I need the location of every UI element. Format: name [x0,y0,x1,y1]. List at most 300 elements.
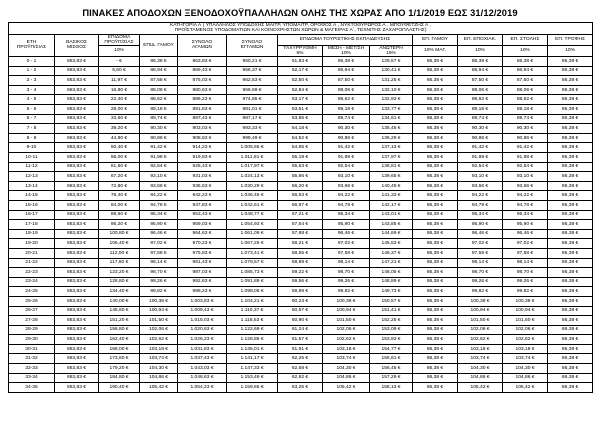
cell-years: 29-30 [9,335,55,345]
cell-total-single: 903,03 € [178,124,227,134]
cell-marriage-10: 86,38 € [413,85,458,95]
cell-marriage-10: 86,38 € [413,153,458,163]
cell-seasonal: 103,18 € [458,344,503,354]
cell-basic-salary: 863,83 € [55,95,99,105]
cell-uniform: 89,74 € [503,114,548,124]
table-row [9,114,593,124]
cell-tourism-fast: 62,92 € [278,373,323,383]
cell-tourism-high: 137,13 € [370,143,413,153]
cell-tourism-mid: 92,54 € [323,162,370,172]
cell-tourism-mid: 93,10 € [323,172,370,182]
cell-marriage: 97,02 € [140,239,178,249]
cell-marriage: 91,42 € [140,143,178,153]
cell-total-married: 981,01 € [227,105,278,115]
table-row [9,57,593,67]
cell-total-married: 1.085,73 € [227,268,278,278]
cell-food: 86,38 € [548,172,593,182]
table-row [9,268,593,278]
cell-tourism-high: 144,69 € [370,229,413,239]
cell-experience: 184,80 € [99,373,140,383]
cell-tourism-mid: 104,86 € [323,373,370,383]
header-basic-line1: ΒΑΣΙΚΟΣ [66,40,87,46]
cell-marriage: 88,62 € [140,95,178,105]
cell-tourism-mid: 91,42 € [323,143,370,153]
cell-tourism-mid: 86,94 € [323,66,370,76]
cell-tourism-mid: 90,30 € [323,124,370,134]
header-marriage10-label: ΕΠ. ΓΑΜΟΥ [422,37,448,43]
table-row [9,229,593,239]
cell-total-married: 999,49 € [227,133,278,143]
cell-experience: 106,40 € [99,239,140,249]
table-row [9,325,593,335]
cell-total-married: 1.067,25 € [227,239,278,249]
cell-food: 86,38 € [548,85,593,95]
cell-marriage: 100,38 € [140,296,178,306]
cell-total-single: 1.009,43 € [178,306,227,316]
cell-uniform: 98,14 € [503,258,548,268]
cell-marriage-10: 86,38 € [413,66,458,76]
header-tourism-high-label: ΑΝΩΤΕΡΗ [379,45,403,51]
cell-seasonal: 93,10 € [458,172,503,182]
cell-tourism-high: 136,29 € [370,133,413,143]
cell-uniform: 87,50 € [503,76,548,86]
cell-total-single: 981,43 € [178,258,227,268]
cell-seasonal: 95,34 € [458,210,503,220]
cell-tourism-mid: 100,94 € [323,306,370,316]
header-marriage10-pct: 10% ΜΑΓ. [413,45,458,56]
cell-marriage: 94,22 € [140,191,178,201]
cell-marriage-10: 86,38 € [413,124,458,134]
cell-food: 86,38 € [548,229,593,239]
cell-tourism-high: 137,97 € [370,153,413,163]
cell-experience: 117,60 € [99,258,140,268]
cell-years: 16-17 [9,210,55,220]
cell-marriage-10: 86,38 € [413,143,458,153]
cell-years: 31-32 [9,354,55,364]
cell-tourism-mid: 102,06 € [323,325,370,335]
table-row [9,239,593,249]
table-row [9,191,593,201]
header-tourism-mid [323,45,370,56]
table-row [9,95,593,105]
cell-marriage: 104,30 € [140,364,178,374]
cell-marriage-10: 86,38 € [413,239,458,249]
cell-total-married: 974,85 € [227,95,278,105]
cell-uniform: 90,30 € [503,124,548,134]
cell-basic-salary: 863,83 € [55,229,99,239]
header-total-married [227,34,278,57]
cell-uniform: 97,02 € [503,239,548,249]
cell-basic-salary: 863,83 € [55,133,99,143]
cell-marriage-10: 86,38 € [413,162,458,172]
cell-years: 8 - 9 [9,133,55,143]
cell-total-married: 1.098,05 € [227,287,278,297]
cell-seasonal: 96,46 € [458,229,503,239]
header-total-married-line1: ΣΥΝΟΛΟ [241,40,263,46]
cell-tourism-high: 143,85 € [370,220,413,230]
cell-tourism-high: 148,05 € [370,268,413,278]
cell-basic-salary: 863,83 € [55,354,99,364]
cell-uniform: 88,06 € [503,85,548,95]
cell-uniform: 101,50 € [503,316,548,326]
cell-marriage-10: 86,38 € [413,287,458,297]
cell-uniform: 90,86 € [503,133,548,143]
cell-tourism-mid: 88,62 € [323,95,370,105]
cell-food: 86,38 € [548,95,593,105]
cell-years: 32-33 [9,364,55,374]
header-total-single-line1: ΣΥΝΟΛΟ [191,40,213,46]
cell-experience: 78,40 € [99,191,140,201]
header-food [548,34,593,45]
cell-total-single: 987,03 € [178,268,227,278]
cell-total-married: 950,21 € [227,57,278,67]
cell-uniform: 94,22 € [503,191,548,201]
cell-basic-salary: 863,83 € [55,335,99,345]
cell-tourism-fast: 60,57 € [278,306,323,316]
cell-marriage-10: 86,38 € [413,210,458,220]
cell-total-married: 1.141,17 € [227,354,278,364]
cell-tourism-high: 149,73 € [370,287,413,297]
header-exp-line2: ΠΡΟΫΠ/ΣΙΑΣ [104,39,134,45]
cell-total-single: 964,63 € [178,229,227,239]
cell-total-married: 993,33 € [227,124,278,134]
cell-tourism-mid: 97,58 € [323,248,370,258]
cell-experience: 100,80 € [99,229,140,239]
cell-total-single: 875,03 € [178,76,227,86]
cell-seasonal: 99,82 € [458,287,503,297]
cell-total-single: 1.015,03 € [178,316,227,326]
cell-marriage: 96,46 € [140,229,178,239]
cell-tourism-mid: 99,26 € [323,277,370,287]
cell-basic-salary: 863,83 € [55,124,99,134]
header-tourism-high [370,45,413,56]
cell-tourism-mid: 88,06 € [323,85,370,95]
cell-experience: 44,80 € [99,133,140,143]
cell-basic-salary: 863,83 € [55,220,99,230]
cell-years: 20-21 [9,248,55,258]
cell-marriage-10: 86,38 € [413,306,458,316]
cell-seasonal: 103,74 € [458,354,503,364]
cell-total-married: 962,53 € [227,76,278,86]
cell-experience: 89,60 € [99,210,140,220]
cell-marriage-10: 86,38 € [413,172,458,182]
cell-tourism-high: 145,53 € [370,239,413,249]
cell-food: 86,38 € [548,316,593,326]
header-tourism-education [278,34,413,45]
header-row-main [9,34,593,45]
cell-tourism-mid: 97,02 € [323,239,370,249]
cell-total-single: 863,83 € [178,57,227,67]
cell-marriage: 86,94 € [140,66,178,76]
cell-tourism-mid: 89,18 € [323,105,370,115]
cell-experience: 151,20 € [99,316,140,326]
table-row [9,373,593,383]
header-tourism-label: ΕΠΙΔΟΜΑ ΤΟΥΡΙΣΤΙΚΗΣ ΕΚΠΑΙΔΕΥΣΗΣ [299,37,391,43]
cell-total-single: 925,43 € [178,162,227,172]
cell-tourism-mid: 94,22 € [323,191,370,201]
cell-tourism-high: 158,13 € [370,383,413,393]
table-row [9,248,593,258]
cell-seasonal: 92,54 € [458,162,503,172]
cell-tourism-mid: 102,62 € [323,335,370,345]
header-exp-line1: ΕΠΙΔΟΜΑ [107,34,131,40]
header-basic-salary [55,34,99,57]
cell-uniform: 91,42 € [503,143,548,153]
cell-marriage-10: 86,38 € [413,268,458,278]
cell-food: 86,38 € [548,239,593,249]
cell-seasonal: 94,78 € [458,200,503,210]
table-row [9,172,593,182]
header-years [9,34,55,57]
cell-basic-salary: 863,83 € [55,172,99,182]
table-row [9,383,593,393]
cell-years: 28-29 [9,325,55,335]
cell-tourism-high: 150,57 € [370,296,413,306]
cell-tourism-fast: 54,85 € [278,143,323,153]
table-row [9,162,593,172]
cell-total-married: 1.017,97 € [227,162,278,172]
cell-basic-salary: 863,83 € [55,287,99,297]
cell-tourism-fast: 59,22 € [278,268,323,278]
table-row [9,153,593,163]
cell-total-single: 897,43 € [178,114,227,124]
cell-seasonal: 91,98 € [458,153,503,163]
cell-years: 33-34 [9,373,55,383]
cell-tourism-high: 155,61 € [370,354,413,364]
cell-experience: 128,80 € [99,277,140,287]
cell-basic-salary: 863,83 € [55,105,99,115]
cell-tourism-fast: 52,50 € [278,76,323,86]
cell-total-married: 1.104,21 € [227,296,278,306]
cell-tourism-fast: 55,86 € [278,172,323,182]
cell-total-single: 869,43 € [178,66,227,76]
header-exp-pct: 10% [99,45,140,56]
cell-seasonal: 98,14 € [458,258,503,268]
cell-food: 86,38 € [548,287,593,297]
cell-basic-salary: 863,83 € [55,268,99,278]
cell-tourism-mid: 91,98 € [323,153,370,163]
header-years-line2: ΠΡΟΫΠ/ΣΙΑΣ [16,45,47,51]
header-basic-line2: ΜΙΣΘΟΣ [66,45,87,51]
cell-marriage: 94,78 € [140,200,178,210]
cell-tourism-high: 140,49 € [370,181,413,191]
cell-experience: 156,80 € [99,325,140,335]
cell-basic-salary: 863,83 € [55,191,99,201]
cell-total-married: 1.159,65 € [227,383,278,393]
cell-tourism-high: 157,29 € [370,373,413,383]
cell-total-single: 970,23 € [178,239,227,249]
cell-food: 86,38 € [548,57,593,67]
cell-marriage-10: 86,38 € [413,76,458,86]
cell-marriage: 105,42 € [140,383,178,393]
cell-tourism-fast: 58,21 € [278,239,323,249]
cell-tourism-fast: 55,19 € [278,153,323,163]
cell-tourism-mid: 90,86 € [323,133,370,143]
cell-basic-salary: 863,83 € [55,258,99,268]
cell-tourism-fast: 62,58 € [278,364,323,374]
cell-basic-salary: 863,83 € [55,383,99,393]
cell-uniform: 94,78 € [503,200,548,210]
cell-seasonal: 87,50 € [458,76,503,86]
cell-uniform: 96,46 € [503,229,548,239]
cell-years: 22-23 [9,268,55,278]
table-row [9,85,593,95]
cell-tourism-fast: 57,88 € [278,229,323,239]
cell-total-married: 1.036,45 € [227,191,278,201]
cell-food: 86,38 € [548,364,593,374]
header-marriage-allowance [140,34,178,57]
cell-uniform: 102,06 € [503,325,548,335]
cell-tourism-high: 152,25 € [370,316,413,326]
cell-seasonal: 94,22 € [458,191,503,201]
cell-seasonal: 97,58 € [458,248,503,258]
table-row [9,105,593,115]
cell-tourism-mid: 87,50 € [323,76,370,86]
cell-tourism-mid: 86,38 € [323,57,370,67]
cell-total-married: 956,37 € [227,66,278,76]
cell-marriage-10: 86,38 € [413,277,458,287]
cell-seasonal: 101,50 € [458,316,503,326]
header-uniform-label: ΕΠ. ΣΤΟΛΗΣ [510,37,540,43]
cell-tourism-high: 139,65 € [370,172,413,182]
cell-basic-salary: 863,83 € [55,181,99,191]
cell-tourism-fast: 61,24 € [278,325,323,335]
cell-total-married: 1.079,57 € [227,258,278,268]
cell-marriage-10: 86,38 € [413,364,458,374]
cell-tourism-fast: 58,55 € [278,248,323,258]
cell-food: 86,38 € [548,335,593,345]
cell-total-married: 1.091,89 € [227,277,278,287]
cell-tourism-mid: 103,74 € [323,354,370,364]
cell-uniform: 99,26 € [503,277,548,287]
category-row [9,23,593,34]
cell-basic-salary: 863,83 € [55,143,99,153]
cell-basic-salary: 863,83 € [55,85,99,95]
cell-total-single: 992,63 € [178,277,227,287]
cell-food: 86,38 € [548,268,593,278]
cell-basic-salary: 863,83 € [55,57,99,67]
cell-years: 17-18 [9,220,55,230]
cell-tourism-fast: 58,89 € [278,258,323,268]
cell-food: 86,38 € [548,162,593,172]
cell-tourism-fast: 52,17 € [278,66,323,76]
cell-years: 34-35 [9,383,55,393]
cell-experience: - € [99,57,140,67]
cell-seasonal: 100,38 € [458,296,503,306]
cell-years: 12-13 [9,172,55,182]
cell-total-single: 942,23 € [178,191,227,201]
cell-food: 86,38 € [548,105,593,115]
cell-marriage-10: 86,38 € [413,296,458,306]
cell-tourism-mid: 94,78 € [323,200,370,210]
cell-seasonal: 102,62 € [458,335,503,345]
cell-total-single: 998,23 € [178,287,227,297]
cell-years: 7 - 8 [9,124,55,134]
cell-marriage: 102,06 € [140,325,178,335]
cell-experience: 162,40 € [99,335,140,345]
cell-uniform: 105,42 € [503,383,548,393]
table-row [9,316,593,326]
cell-total-single: 891,83 € [178,105,227,115]
cell-years: 15-16 [9,200,55,210]
cell-basic-salary: 863,83 € [55,153,99,163]
cell-tourism-high: 143,01 € [370,210,413,220]
cell-uniform: 86,94 € [503,66,548,76]
table-row [9,344,593,354]
cell-tourism-high: 154,77 € [370,344,413,354]
cell-years: 2 - 3 [9,76,55,86]
cell-years: 1 - 2 [9,66,55,76]
cell-years: 10-11 [9,153,55,163]
cell-total-married: 1.147,33 € [227,364,278,374]
cell-marriage-10: 86,38 € [413,258,458,268]
cell-years: 5 - 6 [9,105,55,115]
cell-total-single: 1.026,23 € [178,335,227,345]
header-tourism-mid-label: ΜΕΣΗ - ΜΕΤ/ΣΗ [327,45,365,51]
cell-years: 18-19 [9,229,55,239]
table-row [9,306,593,316]
cell-marriage: 90,30 € [140,124,178,134]
cell-total-single: 936,63 € [178,181,227,191]
cell-food: 86,38 € [548,191,593,201]
cell-total-single: 886,23 € [178,95,227,105]
cell-tourism-high: 153,09 € [370,325,413,335]
cell-food: 86,38 € [548,296,593,306]
cell-experience: 61,60 € [99,162,140,172]
cell-tourism-high: 135,45 € [370,124,413,134]
cell-uniform: 99,82 € [503,287,548,297]
cell-tourism-mid: 103,18 € [323,344,370,354]
cell-marriage-10: 86,38 € [413,191,458,201]
cell-food: 86,38 € [548,114,593,124]
cell-marriage: 91,98 € [140,153,178,163]
cell-tourism-high: 133,77 € [370,105,413,115]
cell-years: 13-14 [9,181,55,191]
cell-tourism-high: 132,10 € [370,85,413,95]
cell-seasonal: 89,18 € [458,105,503,115]
cell-total-single: 1.048,63 € [178,373,227,383]
cell-tourism-mid: 96,46 € [323,229,370,239]
header-total-married-line2: ΕΓΓΑΜΩΝ [240,45,264,51]
cell-total-married: 1.011,81 € [227,153,278,163]
cell-tourism-high: 129,57 € [370,57,413,67]
cell-tourism-fast: 59,56 € [278,277,323,287]
header-tourism-high-pct: 15% [386,50,396,56]
cell-total-single: 1.003,83 € [178,296,227,306]
cell-uniform: 98,70 € [503,268,548,278]
cell-uniform: 95,90 € [503,220,548,230]
cell-seasonal: 104,30 € [458,364,503,374]
cell-marriage: 95,34 € [140,210,178,220]
cell-experience: 5,60 € [99,66,140,76]
cell-years: 30-31 [9,344,55,354]
cell-tourism-mid: 95,90 € [323,220,370,230]
cell-uniform: 89,18 € [503,105,548,115]
cell-experience: 179,20 € [99,364,140,374]
table-row [9,277,593,287]
header-seasonal-pct: 10% [458,45,503,56]
cell-seasonal: 105,42 € [458,383,503,393]
cell-tourism-fast: 52,84 € [278,85,323,95]
cell-tourism-high: 131,25 € [370,76,413,86]
table-row [9,364,593,374]
cell-uniform: 104,86 € [503,373,548,383]
header-marriage-label: ΕΠΙΔ. ΓΑΜΟΥ [143,42,174,48]
table-row [9,354,593,364]
cell-experience: 112,00 € [99,248,140,258]
cell-basic-salary: 863,83 € [55,296,99,306]
cell-seasonal: 91,42 € [458,143,503,153]
